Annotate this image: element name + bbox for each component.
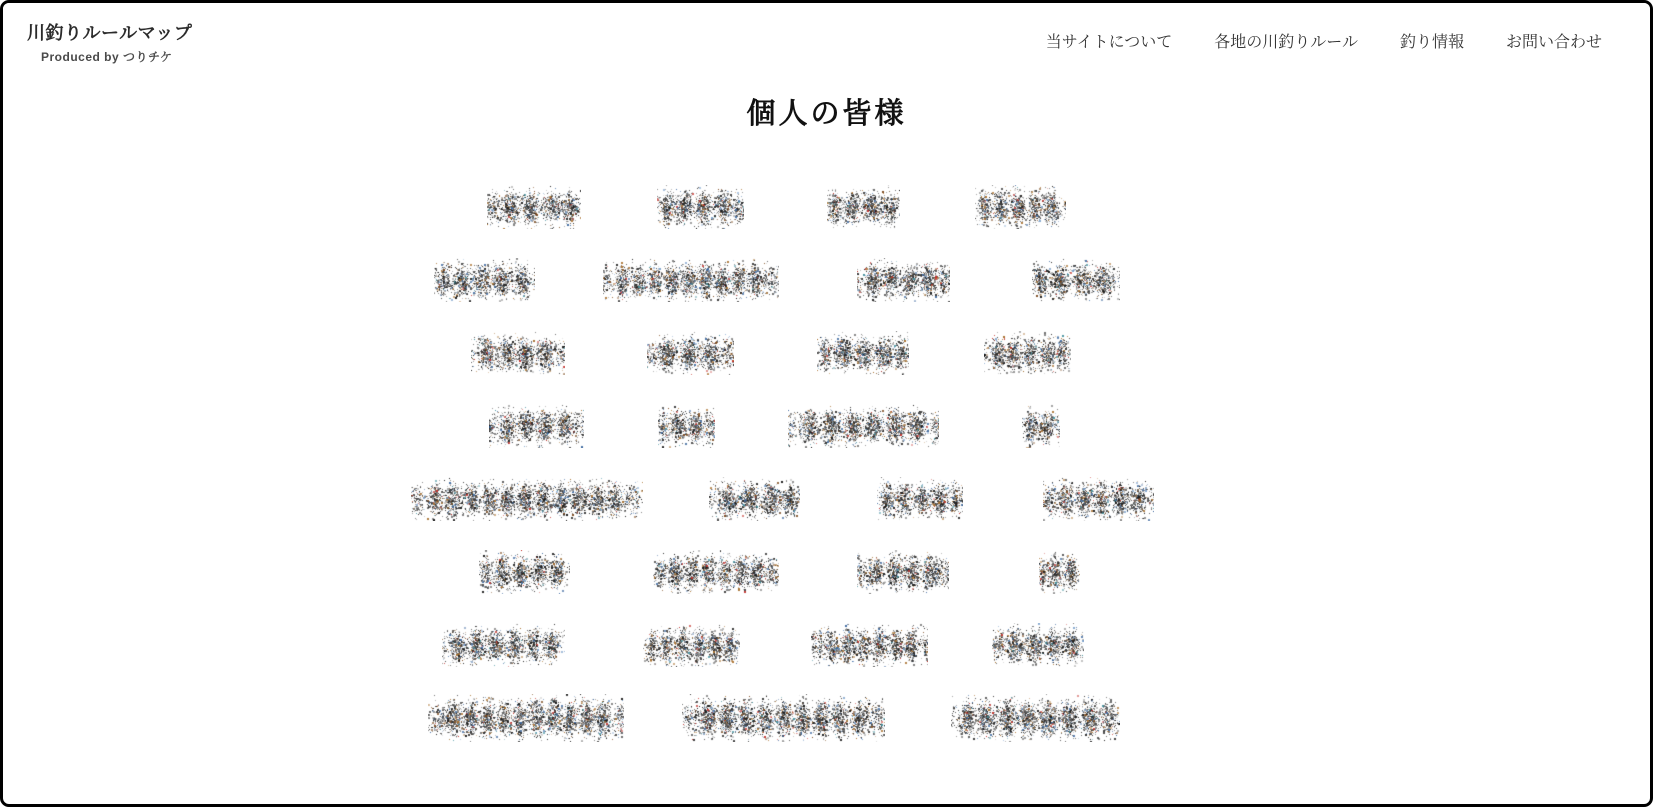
nav-item-regional-rules[interactable]: 各地の川釣りルール <box>1214 34 1358 51</box>
scrambled-link-r4-c2[interactable] <box>658 404 715 448</box>
nav-item-contact[interactable]: お問い合わせ <box>1505 34 1602 51</box>
scrambled-link-r1-c3[interactable] <box>827 185 900 229</box>
scrambled-link-r6-c2[interactable] <box>653 550 779 594</box>
scrambled-link-r5-c2[interactable] <box>709 477 800 521</box>
scrambled-link-r7-c3[interactable] <box>811 623 928 667</box>
scrambled-link-r2-c1[interactable] <box>434 258 535 302</box>
scrambled-link-r3-c1[interactable] <box>471 331 565 375</box>
scrambled-link-r7-c2[interactable] <box>643 623 740 667</box>
scrambled-link-r8-c3[interactable] <box>951 694 1120 742</box>
scrambled-link-r1-c2[interactable] <box>657 185 744 229</box>
scrambled-link-r2-c3[interactable] <box>857 258 950 302</box>
scrambled-link-r1-c1[interactable] <box>487 185 581 229</box>
scrambled-link-r4-c3[interactable] <box>788 404 939 448</box>
scrambled-link-r7-c4[interactable] <box>992 623 1084 667</box>
scrambled-link-r5-c1[interactable] <box>411 477 643 521</box>
scrambled-link-r5-c4[interactable] <box>1043 477 1154 521</box>
site-title: 川釣りルールマップ <box>27 23 193 43</box>
scrambled-link-r4-c1[interactable] <box>489 404 584 448</box>
scrambled-link-r4-c4[interactable] <box>1022 404 1060 448</box>
scrambled-link-r3-c2[interactable] <box>647 331 734 375</box>
scrambled-link-r7-c1[interactable] <box>442 623 565 667</box>
scrambled-link-r3-c4[interactable] <box>984 331 1071 375</box>
scrambled-link-r2-c4[interactable] <box>1032 258 1120 302</box>
scrambled-link-r5-c3[interactable] <box>877 477 963 521</box>
scrambled-link-r6-c3[interactable] <box>857 550 949 594</box>
scrambled-link-r8-c1[interactable] <box>428 694 624 742</box>
page-title: 個人の皆様 <box>746 98 907 130</box>
scrambled-links-grid <box>3 3 1650 804</box>
scrambled-link-r6-c4[interactable] <box>1039 550 1080 594</box>
scrambled-link-r3-c3[interactable] <box>817 331 909 375</box>
nav-item-fishing-info[interactable]: 釣り情報 <box>1399 34 1464 51</box>
scrambled-link-r1-c4[interactable] <box>975 185 1066 229</box>
site-subtitle: Produced by つりチケ <box>41 49 173 64</box>
scrambled-link-r6-c1[interactable] <box>479 550 570 594</box>
scrambled-link-r2-c2[interactable] <box>603 258 779 302</box>
nav-item-about-site[interactable]: 当サイトについて <box>1045 34 1173 51</box>
scrambled-link-r8-c2[interactable] <box>682 694 885 742</box>
